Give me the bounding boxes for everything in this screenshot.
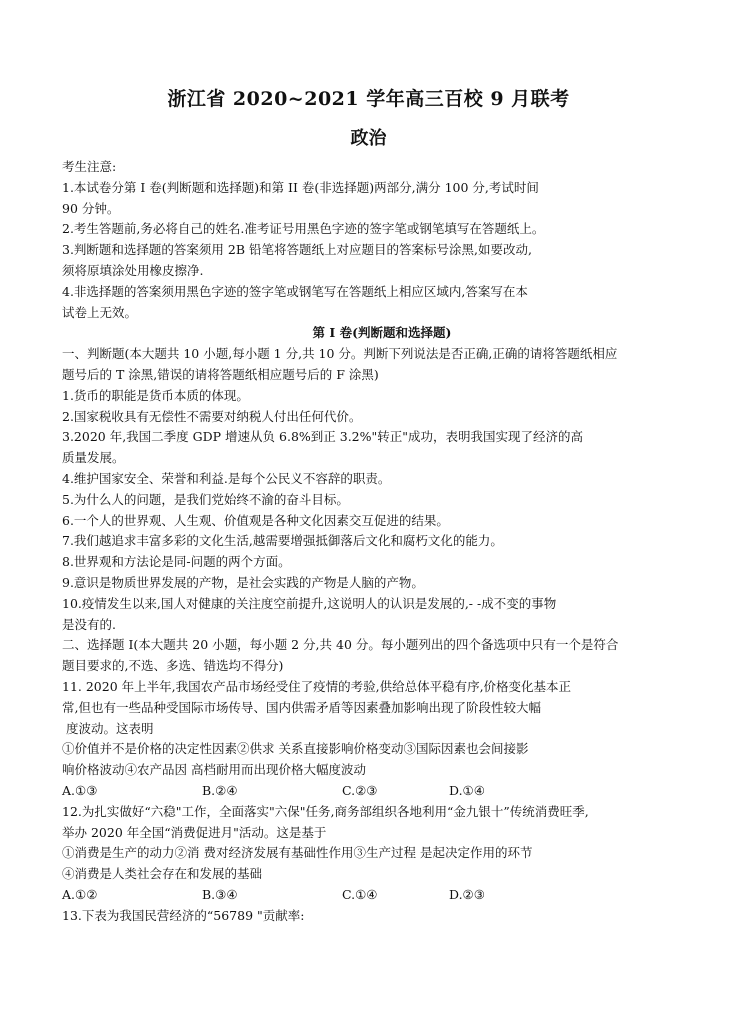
- option-c: C.②③: [342, 782, 378, 798]
- question-11-statements: ①价值并不是价格的决定性因素②供求 关系直接影响价格变动③国际因素也会间接影: [62, 741, 529, 757]
- option-a: A.①②: [62, 886, 98, 902]
- question-11-stem: 常,但也有一些品种受国际市场传导、国内供需矛盾等因素叠加影响出现了阶段性较大幅: [62, 699, 541, 715]
- judge-item: 1.货币的职能是货币本质的体现。: [62, 387, 249, 403]
- notice-line: 4.非选择题的答案须用黑色字迹的签字笔或钢笔写在答题纸上相应区域内,答案写在本: [62, 283, 528, 299]
- question-11-statements: 响价格波动④农产品因 高档耐用而出现价格大幅度波动: [62, 762, 366, 778]
- notice-line: 须将原填涂处用橡皮擦净.: [62, 262, 204, 278]
- judge-item: 2.国家税收具有无偿性不需要对纳税人付出任何代价。: [62, 408, 362, 424]
- option-d: D.①④: [449, 782, 485, 798]
- option-d: D.②③: [449, 886, 485, 902]
- judge-item: 质量发展。: [62, 450, 125, 466]
- notice-line: 试卷上无效。: [62, 304, 138, 320]
- notice-line: 2.考生答题前,务必将自己的姓名.准考证号用黑色字迹的签字笔或钢笔填写在答题纸上。: [62, 221, 545, 237]
- question-11-options: [62, 781, 702, 802]
- judge-intro: 题号后的 T 涂黑,错误的请将答题纸相应题号后的 F 涂黑): [62, 366, 379, 382]
- question-12-statements: ④消费是人类社会存在和发展的基础: [62, 866, 263, 882]
- question-12-options: [62, 885, 702, 906]
- notice-line: 1.本试卷分第 I 卷(判断题和选择题)和第 II 卷(非选择题)两部分,满分 100 分,考试时间: [62, 179, 539, 195]
- notice-line: 90 分钟。: [62, 200, 120, 216]
- judge-item: 4.维护国家安全、荣誉和利益.是每个公民义不容辞的职责。: [62, 470, 391, 486]
- choice-intro: 二、选择题 I(本大题共 20 小题，每小题 2 分,共 40 分。每小题列出的四个备选项中只有一个是符合: [62, 637, 619, 653]
- notice-heading: 考生注意:: [62, 159, 117, 174]
- judge-item: 7.我们越追求丰富多彩的文化生活,越需要增强抵御落后文化和腐朽文化的能力。: [62, 533, 503, 549]
- question-12-statements: ①消费是生产的动力②消 费对经济发展有基础性作用③生产过程 是起决定作用的环节: [62, 845, 533, 861]
- judge-item: 6.一个人的世界观、人生观、价值观是各种文化因素交互促进的结果。: [62, 512, 449, 528]
- option-c: C.①④: [342, 886, 378, 902]
- exam-body: [62, 157, 702, 926]
- question-13-stem: 13.下表为我国民营经济的“56789 "贡献率:: [62, 907, 305, 923]
- judge-item: 3.2020 年,我国二季度 GDP 增速从负 6.8%到正 3.2%"转正"成功，表明我国实现了经济的高: [62, 429, 584, 445]
- option-b: B.②④: [202, 782, 238, 798]
- section-heading: 第 I 卷(判断题和选择题): [312, 325, 452, 341]
- judge-item: 5.为什么人的问题，是我们党始终不渝的奋斗目标。: [62, 491, 349, 507]
- option-b: B.③④: [202, 886, 238, 902]
- exam-title: 浙江省 2020~2021 学年高三百校 9 月联考: [167, 88, 570, 110]
- question-12-stem: 举办 2020 年全国“消费促进月"活动。这是基于: [62, 824, 327, 840]
- judge-intro: 一、判断题(本大题共 10 小题,每小题 1 分,共 10 分。判断下列说法是否正确,正确的请将答题纸相应: [62, 346, 618, 362]
- judge-item: 9.意识是物质世界发展的产物，是社会实践的产物是人脑的产物。: [62, 574, 424, 590]
- judge-item: 8.世界观和方法论是同-问题的两个方面。: [62, 554, 291, 570]
- judge-item: 是没有的.: [62, 616, 116, 632]
- question-12-stem: 12.为扎实做好“六稳"工作，全面落实"六保"任务,商务部组织各地利用“金九银十”传统消费旺季,: [62, 803, 589, 819]
- question-11-stem: 度波动。这表明: [66, 720, 154, 736]
- judge-item: 10.疫情发生以来,国人对健康的关注度空前提升,这说明人的认识是发展的,- -成不变的事物: [62, 595, 557, 611]
- option-a: A.①③: [62, 782, 98, 798]
- exam-subject: 政治: [350, 128, 387, 149]
- choice-intro: 题目要求的,不选、多选、错选均不得分): [62, 658, 284, 674]
- question-11-stem: 11. 2020 年上半年,我国农产品市场经受住了疫情的考验,供给总体平稳有序,价格变化基本正: [62, 678, 572, 694]
- notice-line: 3.判断题和选择题的答案须用 2B 铅笔将答题纸上对应题目的答案标号涂黑,如要改动,: [62, 242, 532, 258]
